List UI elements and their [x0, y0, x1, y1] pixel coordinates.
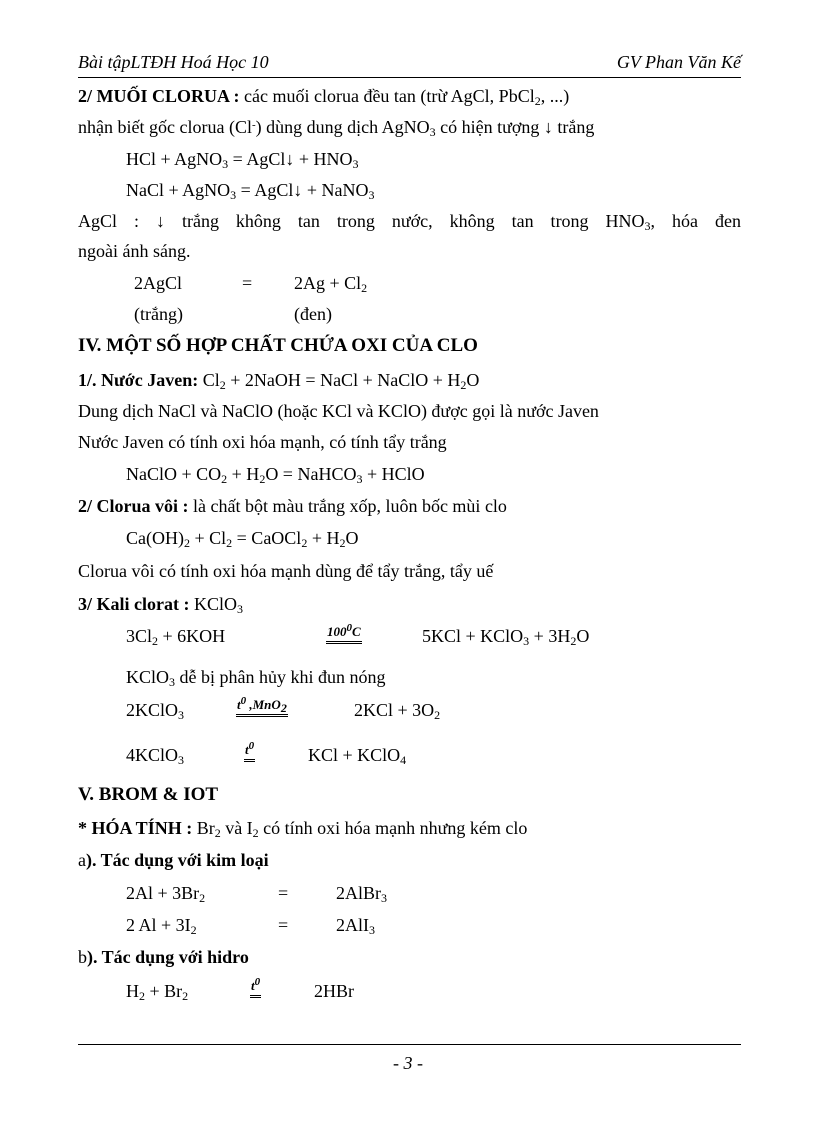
chlorua-heading-line: 2/ MUỐI CLORUA : các muối clorua đều tan (trừ AgCl, PbCl$_2$, ...)	[78, 86, 570, 108]
footer-rule	[78, 1044, 741, 1045]
section-v-title: V. BROM & IOT	[78, 784, 219, 805]
eq-h2-br-left: $H_2 + Br_2$	[126, 981, 189, 1003]
javen-line: 1/. Nước Javen: $Cl_2$ + 2NaOH = NaCl + NaClO + $H_2O$	[78, 370, 480, 392]
hoa-tinh-line: * HÓA TÍNH : $Br_2$ và $I_2$ có tính oxi hóa mạnh nhưng kém clo	[78, 818, 528, 840]
kali-eq2-left: 2KClO$_3$	[126, 700, 185, 722]
eq-agcl-left-note: (trắng)	[134, 304, 183, 324]
equation-nacl-agno3: NaCl + AgNO$_3$ = AgCl↓ + NaNO$_3$	[126, 180, 375, 202]
chlorua-identify-line: nhận biết gốc clorua (Cl-) dùng dung dịch AgNO$_3$ có hiện tượng ↓ trắng	[78, 117, 595, 139]
page-number: - 3 -	[393, 1053, 423, 1073]
header-right: GV Phan Văn Kế	[616, 52, 741, 72]
eq-al-br-equals: =	[278, 883, 289, 903]
javen-desc-2: Nước Javen có tính oxi hóa mạnh, có tính tẩy trắng	[78, 432, 447, 452]
eq-h2-br-condition: $t^0$	[250, 978, 261, 998]
kali-eq3-condition: $t^0$	[244, 742, 255, 762]
subsection-b-title: b). Tác dụng với hidro	[78, 947, 249, 967]
kali-eq1-condition: $100^0C$	[326, 624, 362, 644]
eq-agcl-right: $2Ag + Cl_2$	[294, 273, 368, 295]
javen-desc-1: Dung dịch NaCl và NaClO (hoặc KCl và KClO) được gọi là nước Javen	[78, 401, 599, 421]
header-rule	[78, 77, 741, 78]
clorua-voi-line: 2/ Clorua vôi : là chất bột màu trắng xốp, luôn bốc mùi clo	[78, 496, 507, 516]
eq-al-br-left: $2Al + 3Br_2$	[126, 883, 206, 905]
eq-al-i-right: 2AlI$_3$	[336, 915, 375, 937]
kali-clorat-line: 3/ Kali clorat : KClO$_3$	[78, 594, 243, 616]
eq-al-i-left: 2 $Al + 3I_2$	[126, 915, 197, 937]
agcl-description: AgCl : ↓ trắng không tan trong nước, không tan trong $HNO_3$, hóa đen	[78, 211, 741, 233]
eq-agcl-equals: =	[242, 273, 253, 293]
equation-hcl-agno3: HCl + AgNO$_3$ = AgCl↓ + $HNO_3$	[126, 149, 359, 171]
eq-al-i-equals: =	[278, 915, 289, 935]
chlorua-title: 2/ MUỐI CLORUA :	[78, 86, 240, 106]
agcl-description-2: ngoài ánh sáng.	[78, 241, 191, 261]
kali-eq2-condition: $t^0$ ,MnO$_2$	[237, 695, 287, 715]
header-left: Bài tậpLTĐH Hoá Học 10	[78, 52, 269, 72]
clorua-voi-desc: Clorua vôi có tính oxi hóa mạnh dùng để tẩy trắng, tẩy uế	[78, 561, 494, 581]
eq-agcl-left: 2AgCl	[134, 273, 183, 293]
kali-eq3-right: KCl + KClO$_4$	[308, 745, 407, 767]
kali-eq2-right: $2KCl + 3O_2$	[354, 700, 441, 722]
kali-eq3-left: 4KClO$_3$	[126, 745, 185, 767]
eq-al-br-right: 2AlBr$_3$	[336, 883, 387, 905]
subsection-a-title: a). Tác dụng với kim loại	[78, 850, 269, 870]
eq-agcl-right-note: (đen)	[294, 304, 332, 324]
eq-h2-br-right: 2HBr	[314, 981, 354, 1001]
chlorua-text: các muối clorua đều tan (trừ AgCl, PbCl	[244, 86, 535, 106]
section-iv-title: IV. MỘT SỐ HỢP CHẤT CHỨA OXI CỦA CLO	[78, 335, 478, 356]
clorua-voi-equation: $Ca(OH)_2 + Cl_2$ = CaOCl$_2$ + $H_2O$	[126, 528, 359, 550]
kali-eq1-right: 5KCl + KClO$_3$ + $3H_2O$	[422, 626, 590, 648]
kali-eq1-left: $3Cl_2 + 6KOH$	[126, 626, 226, 648]
kali-decompose-desc: KClO$_3$ dễ bị phân hủy khi đun nóng	[126, 667, 386, 689]
javen-equation-2: NaClO + $CO_2 + H_2O$ = NaHCO$_3$ + HClO	[126, 464, 425, 486]
